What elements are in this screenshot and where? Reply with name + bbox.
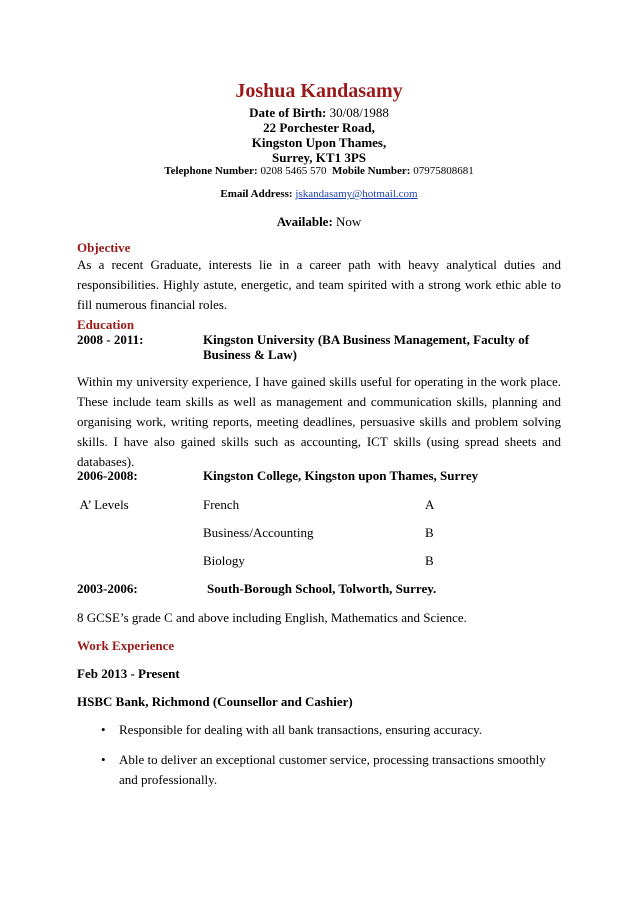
- work-bullet-item: Able to deliver an exceptional customer service, processing transactions smoothly and professionally.: [119, 752, 546, 787]
- school-name: South-Borough School, Tolworth, Surrey.: [207, 581, 437, 596]
- dob-label: Date of Birth:: [249, 105, 327, 120]
- objective-text: As a recent Graduate, interests lie in a career path with heavy analytical duties and responsibilities. Highly astute, energetic, and team spirited with a strong work ethic able to fill numerous financial roles.: [77, 257, 561, 312]
- candidate-name: Joshua Kandasamy: [235, 80, 403, 102]
- email-label: Email Address:: [220, 188, 293, 200]
- work-dates: Feb 2013 - Present: [77, 666, 180, 681]
- alevel-subject: Business/Accounting: [203, 525, 314, 540]
- address-line-2: Kingston Upon Thames,: [251, 135, 387, 150]
- alevel-grade: B: [425, 553, 434, 568]
- dob-line: [0, 105, 638, 121]
- phone-line: [0, 165, 638, 177]
- college-name: Kingston College, Kingston upon Thames, Surrey: [203, 468, 479, 483]
- address-line-1: 22 Porchester Road,: [263, 120, 375, 135]
- school-dates: 2003-2006:: [77, 581, 138, 596]
- a-levels-label: A’ Levels: [77, 497, 129, 512]
- university-dates: 2008 - 2011:: [77, 332, 144, 347]
- mobile-label: Mobile Number:: [331, 165, 411, 177]
- work-experience-heading: Work Experience: [77, 638, 175, 653]
- college-dates: 2006-2008:: [77, 468, 138, 483]
- university-description: Within my university experience, I have gained skills useful for operating in the work place. These include team skills as well as management and communication skills, planning and organising work, writing reports, meeting deadlines, persuasive skills and problem solving skills. I have also gained skills such as accounting, ICT skills (using spread sheets and databases).: [77, 374, 561, 469]
- dob-value: 30/08/1988: [329, 105, 389, 120]
- alevel-subject: French: [203, 497, 240, 512]
- mobile-value: 07975808681: [413, 165, 474, 177]
- employer-name: HSBC Bank, Richmond (Counsellor and Cashier): [77, 694, 353, 709]
- address-line-3: Surrey, KT1 3PS: [271, 150, 367, 165]
- email-link[interactable]: jskandasamy@hotmail.com: [295, 188, 418, 200]
- university-name-line-2: Business & Law): [203, 347, 297, 362]
- bullet-icon: •: [101, 722, 106, 737]
- available-value: Now: [336, 214, 362, 229]
- telephone-label: Telephone Number:: [164, 165, 258, 177]
- alevel-subject: Biology: [203, 553, 245, 568]
- bullet-icon: •: [101, 752, 106, 767]
- telephone-value: 0208 5465 570: [260, 165, 327, 177]
- gcse-text: 8 GCSE’s grade C and above including English, Mathematics and Science.: [77, 610, 467, 625]
- email-line: [0, 188, 638, 200]
- alevel-grade: A: [425, 497, 435, 512]
- work-bullet-item: Responsible for dealing with all bank transactions, ensuring accuracy.: [119, 722, 483, 737]
- availability-line: [0, 214, 638, 230]
- alevel-grade: B: [425, 525, 434, 540]
- education-heading: Education: [77, 317, 135, 332]
- available-label: Available:: [276, 214, 333, 229]
- objective-heading: Objective: [77, 240, 131, 255]
- university-name-line-1: Kingston University (BA Business Management, Faculty of: [203, 332, 530, 347]
